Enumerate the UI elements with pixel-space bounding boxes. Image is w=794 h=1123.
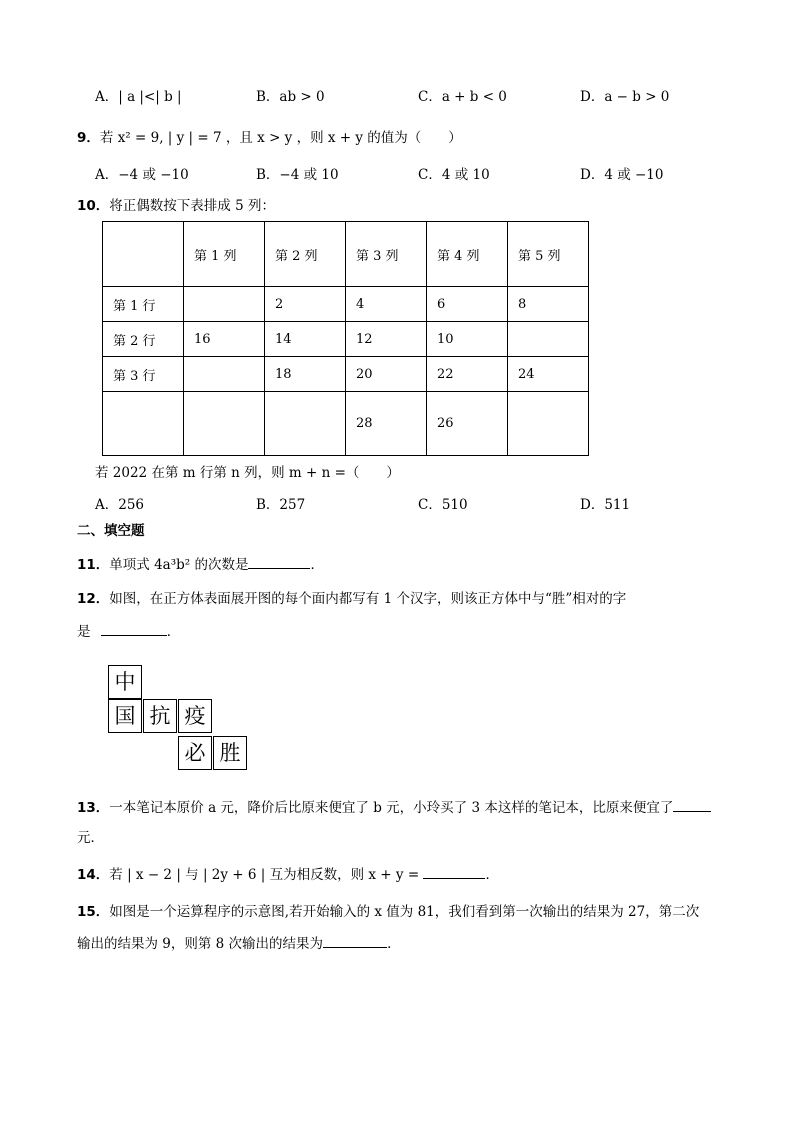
q12-answer-blank[interactable] [101, 621, 167, 636]
q12-question [77, 589, 626, 609]
table-header-row [103, 222, 589, 287]
q14-answer-blank[interactable] [423, 864, 485, 879]
table-cell [508, 392, 589, 456]
table-cell: 20 [346, 357, 427, 392]
table-cell [184, 392, 265, 456]
table-cell: 第 5 列 [508, 222, 589, 287]
q15-answer-blank[interactable] [323, 933, 387, 948]
q8-option-b: B．ab > 0 [256, 89, 325, 105]
cube-face-bottom-2: 胜 [213, 736, 247, 770]
table-cell: 22 [427, 357, 508, 392]
q13-question [77, 797, 711, 818]
q14-text-end: ． [485, 867, 499, 883]
q15-question [77, 902, 699, 922]
q11-question [77, 554, 324, 575]
table-cell: 第 4 列 [427, 222, 508, 287]
q13-text: 一本笔记本原价 a 元，降价后比原来便宜了 b 元，小玲买了 3 本这样的笔记本，比原来便宜了 [109, 800, 674, 816]
q13-number: 13． [77, 800, 110, 816]
q13-answer-blank[interactable] [673, 797, 711, 812]
q11-text-end: ． [310, 557, 324, 573]
table-row [103, 287, 589, 322]
q10-option-a: A．256 [95, 497, 145, 513]
q10-option-b: B．257 [256, 497, 306, 513]
table-cell [184, 287, 265, 322]
q8-option-c: C．a + b < 0 [418, 89, 507, 105]
table-cell [103, 392, 184, 456]
table-cell: 4 [346, 287, 427, 322]
q9-option-c: C．4 或 10 [418, 167, 490, 183]
table-cell: 2 [265, 287, 346, 322]
q10-number: 10． [77, 198, 110, 214]
cube-face-mid-3: 疫 [178, 699, 212, 733]
table-cell: 28 [346, 392, 427, 456]
q10-option-d: D．511 [580, 497, 631, 513]
table-cell: 第 3 行 [103, 357, 184, 392]
table-cell [103, 222, 184, 287]
q15-question-line2 [77, 933, 401, 954]
table-cell: 14 [265, 322, 346, 357]
table-row [103, 392, 589, 456]
q12-text-line2: 是 [77, 624, 91, 640]
table-cell [265, 392, 346, 456]
table-cell: 第 2 行 [103, 322, 184, 357]
q10-question [77, 196, 275, 216]
q8-option-a: A．| a |<| b | [95, 89, 182, 105]
table-cell: 10 [427, 322, 508, 357]
table-cell: 6 [427, 287, 508, 322]
cube-face-mid-1: 国 [108, 699, 142, 733]
cube-face-mid-2: 抗 [143, 699, 177, 733]
cube-face-top: 中 [108, 665, 142, 699]
cube-face-bottom-1: 必 [178, 736, 212, 770]
table-row [103, 357, 589, 392]
q15-text: 如图是一个运算程序的示意图,若开始输入的 x 值为 81，我们看到第一次输出的结果为 27，第二次 [109, 904, 700, 920]
q11-number: 11． [77, 557, 110, 573]
q9-option-b: B．−4 或 10 [256, 167, 339, 183]
q13-question-line2: 元． [77, 830, 104, 846]
even-number-table [102, 221, 589, 456]
q9-text: 若 x² = 9, | y | = 7 ，且 x > y ，则 x + y 的值为（ ） [99, 130, 462, 146]
section-heading: 二、填空题 [77, 523, 145, 539]
table-cell: 第 2 列 [265, 222, 346, 287]
cube-net-figure [108, 665, 250, 773]
table-cell: 18 [265, 357, 346, 392]
q12-text: 如图，在正方体表面展开图的每个面内都写有 1 个汉字，则该正方体中与“胜”相对的字 [109, 591, 627, 607]
q10-option-c: C．510 [418, 497, 468, 513]
q8-option-d: D．a − b > 0 [580, 89, 670, 105]
table-cell: 24 [508, 357, 589, 392]
q15-text-end: ． [387, 936, 401, 952]
table-cell [184, 357, 265, 392]
q12-number: 12． [77, 591, 110, 607]
table-cell: 12 [346, 322, 427, 357]
q14-text: 若 | x − 2 | 与 | 2y + 6 | 互为相反数，则 x + y = [109, 867, 420, 883]
q12-question-line2 [77, 621, 180, 642]
table-row [103, 322, 589, 357]
q11-text: 单项式 4a³b² 的次数是 [109, 557, 249, 573]
q15-text-line2: 输出的结果为 9，则第 8 次输出的结果为 [77, 936, 324, 952]
q10-ask: 若 2022 在第 m 行第 n 列，则 m + n =（ ） [95, 465, 400, 481]
table-cell: 16 [184, 322, 265, 357]
table-cell [508, 322, 589, 357]
q9-number: 9． [77, 130, 100, 146]
table-cell: 8 [508, 287, 589, 322]
q14-number: 14． [77, 867, 110, 883]
table-cell: 第 1 列 [184, 222, 265, 287]
q9-question [77, 128, 462, 148]
q11-answer-blank[interactable] [248, 554, 310, 569]
q14-question [77, 864, 499, 885]
table-cell: 第 3 列 [346, 222, 427, 287]
table-cell: 26 [427, 392, 508, 456]
q10-text: 将正偶数按下表排成 5 列： [109, 198, 275, 214]
table-cell: 第 1 行 [103, 287, 184, 322]
q12-text-end: ． [166, 624, 181, 640]
q15-number: 15． [77, 904, 110, 920]
q9-option-d: D．4 或 −10 [580, 167, 664, 183]
q9-option-a: A．−4 或 −10 [95, 167, 189, 183]
